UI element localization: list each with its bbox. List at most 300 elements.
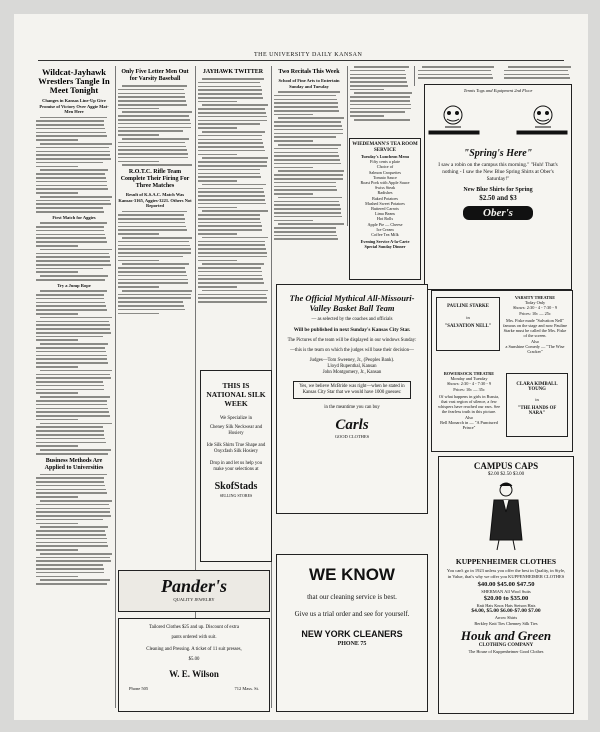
text-line xyxy=(198,93,262,95)
article-body xyxy=(118,211,192,315)
text-line xyxy=(118,279,188,281)
hats-price: $4.00, $5.00 $6.00-$7.00 $7.00 xyxy=(471,608,541,614)
text-line xyxy=(198,222,261,224)
carls-logo: Carls xyxy=(335,416,369,433)
text-line xyxy=(278,91,340,93)
ad-panders xyxy=(118,570,270,612)
masthead: THE UNIVERSITY DAILY KANSAN xyxy=(254,52,363,58)
wiedemann-item: Coffee Tea Milk xyxy=(371,232,399,238)
text-line xyxy=(40,526,108,528)
text-line xyxy=(36,445,78,447)
text-line xyxy=(118,93,185,95)
column-rule xyxy=(115,66,116,708)
text-line xyxy=(36,268,103,270)
text-line xyxy=(198,101,237,103)
column-rule xyxy=(414,66,415,86)
text-line xyxy=(36,128,105,130)
text-line xyxy=(202,131,265,133)
wiedemann-item: Baked Potatoes xyxy=(372,195,398,201)
text-line xyxy=(198,82,260,84)
wiedemann-footer: Evening Service A-la-Carte xyxy=(360,239,410,245)
bowersock-details xyxy=(436,371,502,430)
pauline-title: "SALVATION NELL" xyxy=(444,324,492,329)
text-line xyxy=(118,149,187,151)
text-line xyxy=(118,153,188,155)
wiedemann-item: Mashed Sweet Potatoes xyxy=(365,200,405,206)
text-line xyxy=(274,212,341,214)
hats-line: Knit Hats Knox Hats Stetson Hats xyxy=(476,602,536,608)
text-line xyxy=(198,294,266,296)
skofstads-logo: SkofStads xyxy=(214,481,258,492)
bowersock-music: Bell Monarch in — "A Punctured Prince" xyxy=(440,419,498,431)
text-line xyxy=(274,178,343,180)
text-line xyxy=(118,108,159,110)
text-line xyxy=(198,271,262,273)
text-line xyxy=(202,78,264,80)
text-line xyxy=(36,298,104,300)
text-line xyxy=(198,123,260,125)
article-body xyxy=(36,474,112,585)
text-line xyxy=(36,534,106,536)
text-line xyxy=(274,125,342,127)
text-line xyxy=(198,169,260,171)
text-line xyxy=(278,117,344,119)
text-line xyxy=(122,111,192,113)
wiedemann-menu-title: Tuesday's Luncheon Menu xyxy=(360,154,410,159)
text-line xyxy=(36,545,108,547)
text-line xyxy=(274,136,336,138)
panders-sub: QUALITY JEWELRY xyxy=(173,597,215,602)
text-line xyxy=(36,200,110,202)
text-line xyxy=(274,148,338,150)
houk-green-sub: CLOTHING COMPANY xyxy=(478,643,534,648)
text-line xyxy=(274,167,313,169)
text-line xyxy=(198,135,262,137)
headline-recitals: Two Recitals This Week xyxy=(278,69,340,75)
text-line xyxy=(40,553,112,555)
kuppenheimer-brand: KUPPENHEIMER CLOTHES xyxy=(455,557,557,566)
mythical-with: —this is the team on which the judges will base their decision— xyxy=(290,347,414,353)
headline-wrestlers: Wildcat-Jayhawk Wrestlers Tangle In Meet Tonight xyxy=(38,67,110,95)
text-line xyxy=(198,86,261,88)
text-line xyxy=(36,230,104,232)
text-line xyxy=(118,134,159,136)
text-line xyxy=(274,95,336,97)
newspaper-page xyxy=(14,14,588,720)
text-line xyxy=(36,351,106,353)
text-line xyxy=(36,355,107,357)
text-line xyxy=(274,110,339,112)
text-line xyxy=(418,74,492,76)
text-line xyxy=(122,138,189,140)
text-line xyxy=(198,241,265,243)
text-line xyxy=(198,165,267,167)
text-line xyxy=(198,229,262,231)
text-line xyxy=(422,66,494,68)
text-line xyxy=(36,185,107,187)
varsity-also-what: a Sunshine Comedy — "The Wise Cracker" xyxy=(505,343,565,355)
text-line xyxy=(36,162,103,164)
text-line xyxy=(36,576,78,578)
mythical-sub: — as selected by the coaches and officials xyxy=(311,317,393,322)
text-line xyxy=(350,89,384,91)
text-line xyxy=(274,208,341,210)
text-line xyxy=(36,124,104,126)
text-line xyxy=(198,225,262,227)
text-line xyxy=(36,485,105,487)
wilson-phone: Phone 505 xyxy=(129,686,149,691)
text-line xyxy=(350,70,405,72)
text-line xyxy=(36,400,107,402)
bowersock-prices: Prices: 10c — 35c xyxy=(453,386,485,392)
text-line xyxy=(354,119,410,121)
text-line xyxy=(198,191,264,193)
carls-sub: GOOD CLOTHES xyxy=(334,433,370,439)
text-line xyxy=(36,154,110,156)
text-line xyxy=(36,560,111,562)
text-line xyxy=(36,583,107,585)
text-line xyxy=(274,152,338,154)
text-line xyxy=(36,504,109,506)
text-line xyxy=(36,132,106,134)
text-line xyxy=(40,117,107,119)
text-line xyxy=(198,275,262,277)
silk-specialize: We Specialize in xyxy=(219,416,253,421)
wilson-footer xyxy=(119,680,269,691)
text-line xyxy=(40,423,112,425)
text-line xyxy=(118,218,185,220)
text-line xyxy=(118,241,189,243)
text-line xyxy=(198,214,260,216)
text-line xyxy=(274,193,313,195)
text-line xyxy=(118,123,191,125)
text-line xyxy=(36,177,106,179)
text-line xyxy=(418,70,491,72)
text-line xyxy=(278,197,342,199)
cleaners-body2: Give us a trial order and see for yourself. xyxy=(294,610,410,618)
text-line xyxy=(36,434,104,436)
text-line xyxy=(202,237,268,239)
text-line xyxy=(36,408,108,410)
subhead-jump-rope: Try a Jump Rope xyxy=(57,282,91,288)
mythical-judge: Judges—Tom Sweeney, Jr., (Peoples Bank). xyxy=(309,357,395,363)
wiedemann-item: Ice Cream xyxy=(376,226,394,232)
panders-logo: Pander's xyxy=(160,576,227,596)
text-line xyxy=(350,85,408,87)
text-line xyxy=(36,572,104,574)
wilson-line: Tailored Clothes $25 and up. Discount of extra xyxy=(149,625,239,630)
text-line xyxy=(36,279,105,281)
text-line xyxy=(202,263,264,265)
silk-item: Ide Silk Shirts True Shape and Onyxfash Silk Hosiery xyxy=(206,443,266,454)
article-body xyxy=(504,66,576,79)
text-line xyxy=(198,260,237,262)
text-line xyxy=(36,321,109,323)
text-line xyxy=(274,121,341,123)
text-line xyxy=(198,233,237,235)
article-body xyxy=(274,91,344,240)
sherman-price: $20.00 to $35.00 xyxy=(483,594,529,602)
varsity-also: Also xyxy=(530,338,540,344)
text-line xyxy=(118,245,190,247)
text-line xyxy=(36,332,111,334)
text-line xyxy=(198,207,237,209)
text-line xyxy=(36,568,104,570)
text-line xyxy=(198,142,263,144)
text-line xyxy=(350,81,407,83)
text-line xyxy=(198,188,263,190)
text-line xyxy=(36,489,106,491)
text-line xyxy=(202,157,268,159)
bowersock-title: BOWERSOCK THEATRE xyxy=(443,371,495,376)
text-line xyxy=(36,496,78,498)
text-line xyxy=(40,500,112,502)
shirts-line: Arrow Shirts xyxy=(494,615,518,620)
text-line xyxy=(118,233,159,235)
text-line xyxy=(198,267,261,269)
text-line xyxy=(118,301,183,303)
text-line xyxy=(40,396,110,398)
text-line xyxy=(36,328,110,330)
text-line xyxy=(198,97,263,99)
text-line xyxy=(36,430,104,432)
text-line xyxy=(198,89,262,91)
text-line xyxy=(278,144,341,146)
text-line xyxy=(36,234,105,236)
wiedemann-item: Roast Pork with Apple Sauce xyxy=(360,180,410,186)
text-line xyxy=(350,100,410,102)
text-line xyxy=(198,282,264,284)
text-line xyxy=(274,102,338,104)
houk-green-logo: Houk and Green xyxy=(460,628,552,643)
text-line xyxy=(198,218,260,220)
wiedemann-item: Salmon Croquettes xyxy=(369,169,401,175)
wiedemann-choice: Choice of xyxy=(376,164,394,170)
text-line xyxy=(122,290,192,292)
obers-logo: Ober's xyxy=(463,206,533,220)
text-line xyxy=(118,127,191,129)
text-line xyxy=(198,199,265,201)
text-line xyxy=(354,66,409,68)
wiedemann-item: Buttered Carrots xyxy=(371,206,399,212)
text-line xyxy=(198,173,260,175)
text-line xyxy=(36,538,107,540)
text-line xyxy=(36,271,78,273)
bowersock-days: Monday and Tuesday xyxy=(450,376,488,382)
text-line xyxy=(122,85,187,87)
text-line xyxy=(40,579,110,581)
sherman-line: SHERMAN All Wool Suits xyxy=(481,589,531,594)
wilson-price: $5.00 xyxy=(188,657,200,662)
text-line xyxy=(274,140,313,142)
text-line xyxy=(118,226,186,228)
text-line xyxy=(40,449,111,451)
article-body xyxy=(418,66,500,79)
text-line xyxy=(36,404,107,406)
wiedemann-item: Lima Beans xyxy=(374,211,396,217)
text-line xyxy=(36,139,78,141)
text-line xyxy=(198,286,237,288)
text-line xyxy=(274,182,336,184)
text-line xyxy=(36,557,110,559)
text-line xyxy=(274,133,343,135)
article-body xyxy=(36,290,112,454)
text-line xyxy=(40,474,107,476)
ad-campus-caps xyxy=(438,456,574,714)
text-line xyxy=(36,481,104,483)
text-line xyxy=(40,370,112,372)
text-line xyxy=(118,157,188,159)
text-line xyxy=(36,366,78,368)
wilson-name: W. E. Wilson xyxy=(169,669,219,679)
text-line xyxy=(274,186,336,188)
wiedemann-title: WIEDEMANN'S TEA ROOM SERVICE xyxy=(352,142,418,153)
text-line xyxy=(274,129,343,131)
text-line xyxy=(36,374,110,376)
wiedemann-item: Swiss Steak xyxy=(374,185,396,191)
column-3 xyxy=(198,66,268,366)
wiedemann-item: Radishes xyxy=(377,190,393,196)
text-line xyxy=(198,116,267,118)
text-line xyxy=(274,174,343,176)
text-line xyxy=(278,170,344,172)
houk-green-sub2: The House of Kuppenheimer Good Clothes xyxy=(468,649,544,654)
text-line xyxy=(36,241,107,243)
text-line xyxy=(198,244,265,246)
text-line xyxy=(36,294,104,296)
pauline-in: in xyxy=(466,315,470,320)
text-line xyxy=(118,96,185,98)
headline-business-methods: Business Methods Are Applied to Universities xyxy=(44,457,104,471)
text-line xyxy=(36,245,78,247)
kuppenheimer-p1: $40.00 $45.00 $47.50 xyxy=(477,581,535,588)
text-line xyxy=(118,260,159,262)
text-line xyxy=(198,301,267,303)
text-line xyxy=(274,201,339,203)
wiedemann-item: Tomato Sauce xyxy=(373,174,397,180)
text-line xyxy=(40,143,112,145)
text-line xyxy=(418,77,493,79)
text-line xyxy=(274,114,313,116)
wilson-line: Cleaning and Pressing. A ticket of 11 suit presses, xyxy=(146,647,242,652)
text-line xyxy=(274,163,341,165)
text-line xyxy=(274,238,338,240)
varsity-details xyxy=(502,295,568,354)
subhead-changes: Changes in Kansas Line-Up Give Promise of Victory Over Aggie Mat-Men Here xyxy=(39,98,109,114)
mythical-meantime: in the meantime you can buy xyxy=(324,404,380,410)
text-line xyxy=(274,106,338,108)
text-line xyxy=(36,542,107,544)
text-line xyxy=(36,549,78,551)
clara-in: in xyxy=(535,397,539,402)
bowersock-shows: Shows: 2:30 - 4 - 7:30 - 9 xyxy=(446,381,492,387)
wilson-line: pants ordered with suit. xyxy=(171,635,217,640)
text-line xyxy=(36,419,78,421)
ad-silk-week xyxy=(200,370,272,562)
mythical-mcbride: Yes, we believe McBride was right—when he stated in Kansas City Star that we would have 1000 guesses: xyxy=(293,381,411,399)
masthead-rule xyxy=(38,60,564,61)
text-line xyxy=(36,264,111,266)
text-line xyxy=(36,411,109,413)
text-line xyxy=(118,248,191,250)
text-line xyxy=(40,275,108,277)
text-line xyxy=(198,248,266,250)
text-line xyxy=(508,66,571,68)
text-line xyxy=(36,530,105,532)
varsity-desc: Mrs. Fiske made "Salvation Nell" famous on the stage and now Pauline Starke must be called the Mrs. Fiske of the screen. xyxy=(503,317,567,339)
mythical-pictures: The Pictures of the team will be displayed in our windows Sunday: xyxy=(287,337,417,343)
text-line xyxy=(198,256,267,258)
article-body xyxy=(350,66,412,121)
text-line xyxy=(354,92,412,94)
text-line xyxy=(350,108,411,110)
wiedemann-footer: Special Sunday Dinner xyxy=(364,244,406,250)
mythical-title: The Official Mythical All-Missouri-Valley Basket Ball Team xyxy=(289,293,415,313)
text-line xyxy=(36,442,106,444)
text-line xyxy=(36,305,106,307)
text-line xyxy=(118,309,185,311)
text-line xyxy=(350,115,384,117)
column-rule xyxy=(347,66,348,226)
text-line xyxy=(118,100,186,102)
column-4 xyxy=(274,66,344,290)
text-line xyxy=(36,377,111,379)
text-line xyxy=(350,74,406,76)
text-line xyxy=(36,492,107,494)
text-line xyxy=(198,297,267,299)
ties-line: Berkley Knit Ties Chenney Silk Ties xyxy=(474,620,538,626)
text-line xyxy=(36,564,103,566)
text-line xyxy=(350,77,406,79)
text-line xyxy=(122,164,192,166)
text-line xyxy=(198,278,263,280)
text-line xyxy=(198,203,266,205)
text-line xyxy=(36,519,103,521)
text-line xyxy=(118,297,191,299)
caps-prices: $2.00 $2.50 $3.00 xyxy=(487,472,525,477)
text-line xyxy=(198,150,265,152)
text-line xyxy=(36,381,103,383)
silk-skofstads-pre: Drop in and let us help you make your selections at xyxy=(209,461,263,472)
pauline-name: PAULINE STARKE xyxy=(447,304,489,309)
text-line xyxy=(198,252,267,254)
text-line xyxy=(274,216,342,218)
varsity-title: VARSITY THEATRE xyxy=(514,295,556,300)
text-line xyxy=(118,214,184,216)
text-line xyxy=(36,515,111,517)
wiedemann-item: Hot Rolls xyxy=(376,216,394,222)
text-line xyxy=(118,286,159,288)
text-line xyxy=(198,161,267,163)
text-line xyxy=(40,249,112,251)
subhead-rifle-result: Result of K.S.A.C. Match Was Kansas-3165, Aggies-3221. Others Not Reported xyxy=(118,192,192,208)
article-body xyxy=(36,222,112,280)
text-line xyxy=(36,426,103,428)
text-line xyxy=(40,317,112,319)
article-body xyxy=(36,117,112,213)
silk-title: THIS IS NATIONAL SILK WEEK xyxy=(206,381,266,408)
text-line xyxy=(202,104,268,106)
text-line xyxy=(36,347,105,349)
wiedemann-price: Fifty cents a plate xyxy=(370,159,400,165)
text-line xyxy=(118,252,191,254)
ad-wilson xyxy=(118,618,270,712)
text-line xyxy=(122,211,187,213)
text-line xyxy=(274,159,340,161)
text-line xyxy=(36,151,110,153)
text-line xyxy=(198,195,265,197)
text-line xyxy=(36,523,78,525)
